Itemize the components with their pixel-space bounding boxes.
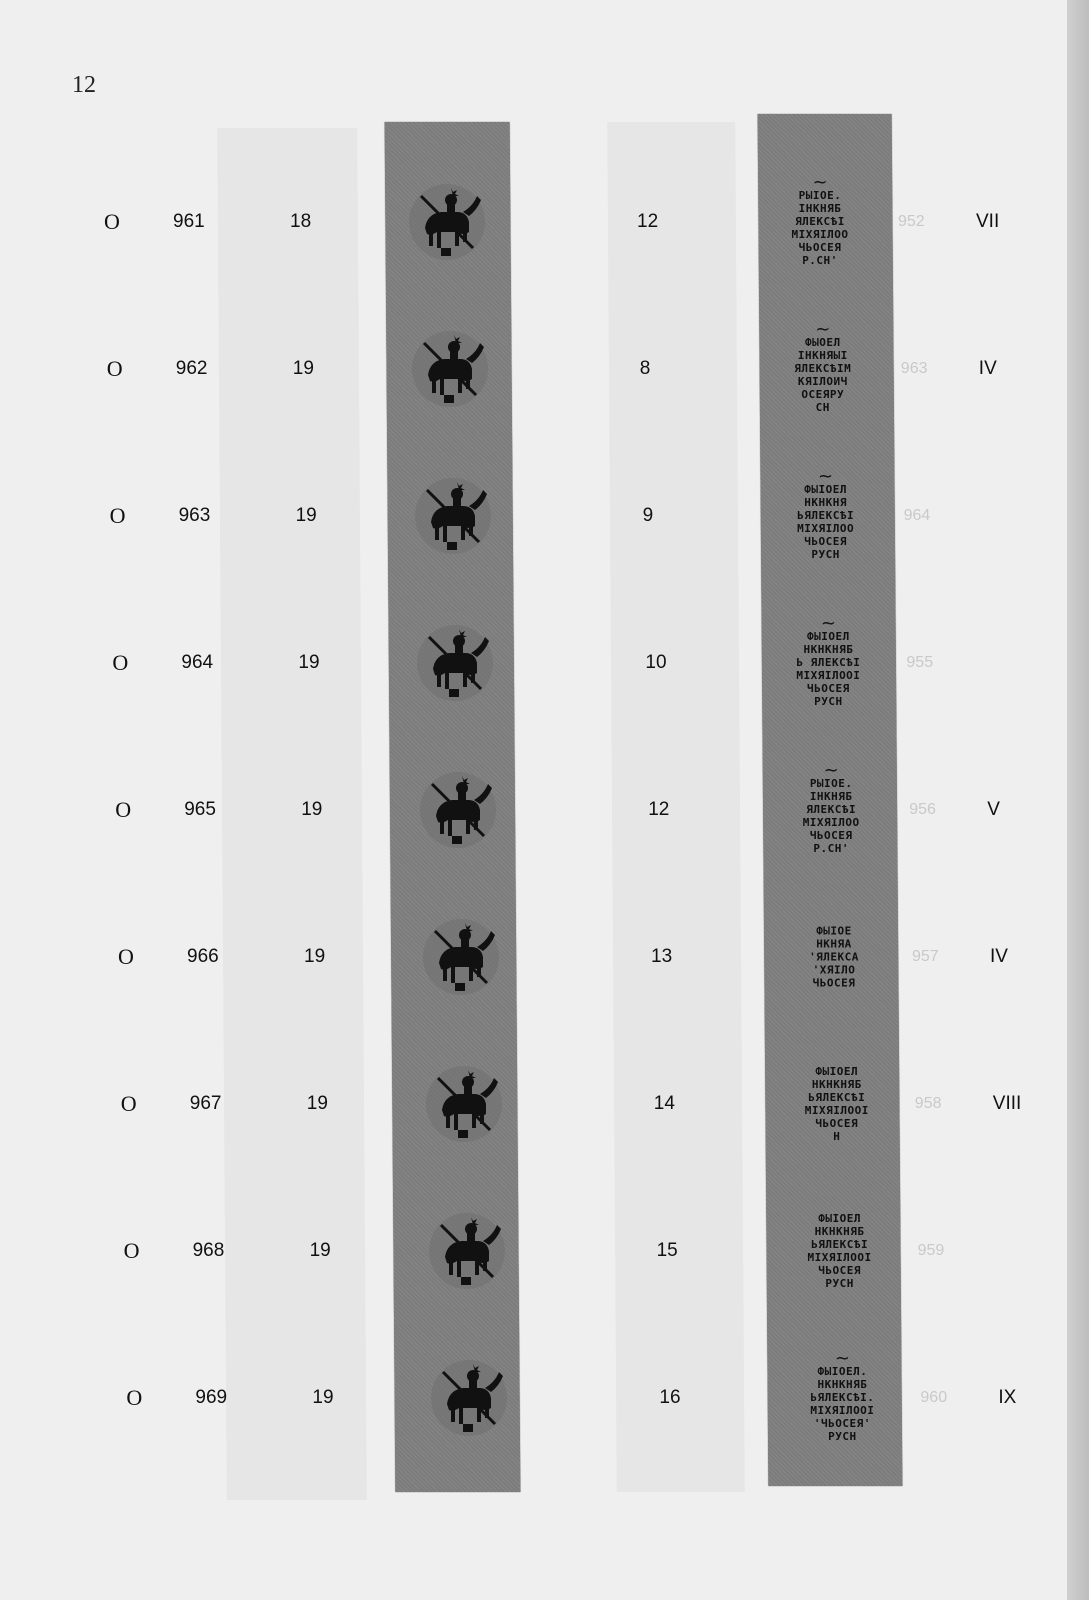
titlo-mark: ~ xyxy=(815,319,831,340)
legend-line: ЬЯЛЕКСѢІ xyxy=(808,1091,866,1104)
legend-lines xyxy=(787,1065,887,1143)
legend-line: 'ЯЛЕКСА xyxy=(809,950,859,964)
catalog-number: 966 xyxy=(187,946,219,967)
roman-numeral: VII xyxy=(976,211,1000,232)
ghost-number: 956 xyxy=(909,801,936,818)
legend-line: Р.СН' xyxy=(813,842,849,855)
right-value: 8 xyxy=(639,358,651,379)
row-prefix: О xyxy=(123,1238,140,1263)
legend-line: ЧЬОСЕЯ xyxy=(809,829,853,842)
right-value: 9 xyxy=(642,505,654,526)
right-value: 12 xyxy=(648,799,670,820)
titlo-mark: ~ xyxy=(820,613,836,634)
catalog-number: 962 xyxy=(175,358,208,379)
legend-line: ФЫІОЕЛ xyxy=(804,483,847,496)
horseman-seal-icon xyxy=(427,1211,507,1291)
legend-line: ІНКНЯБ xyxy=(798,202,842,215)
catalog-number: 968 xyxy=(192,1240,225,1261)
left-value: 19 xyxy=(292,358,314,379)
legend-line: ФЫІОЕЛ xyxy=(818,1212,861,1225)
ghost-number: 957 xyxy=(912,948,939,965)
row-prefix: О xyxy=(104,209,120,234)
horseman-seal-icon xyxy=(415,623,495,703)
legend-line: ФЫІОЕЛ xyxy=(807,630,850,643)
horseman-seal-icon xyxy=(429,1358,509,1438)
seal-legend xyxy=(776,466,876,561)
right-value: 10 xyxy=(645,652,667,673)
row-prefix: О xyxy=(115,797,132,822)
legend-line: ЧЬОСЕЯ xyxy=(815,1117,859,1130)
legend-line: ФЫОЕЛ xyxy=(804,336,841,349)
legend-line: МІХЯІЛОО xyxy=(791,228,849,241)
legend-line: РЫІОЕ. xyxy=(798,189,842,202)
catalog-row xyxy=(0,1338,1089,1458)
legend-lines xyxy=(784,925,884,990)
legend-line: МІХЯІЛООІ xyxy=(807,1251,872,1264)
legend-line: Р.СН' xyxy=(802,254,838,267)
legend-line: ЬЯЛЕКСѢІ xyxy=(811,1238,869,1251)
horseman-seal-icon xyxy=(410,329,490,409)
catalog-number: 963 xyxy=(178,505,211,526)
catalog-row xyxy=(0,162,1089,282)
horseman-seal-icon xyxy=(407,182,487,262)
left-value: 19 xyxy=(295,505,317,526)
catalog-row xyxy=(0,1191,1089,1311)
row-prefix: О xyxy=(112,650,129,675)
left-value: 18 xyxy=(290,211,312,232)
legend-line: СН xyxy=(815,401,830,414)
catalog-number: 961 xyxy=(173,211,205,232)
ghost-number: 964 xyxy=(903,507,931,524)
legend-line: ЧЬОСЕЯ xyxy=(804,535,847,548)
titlo-mark: ~ xyxy=(818,466,834,487)
catalog-row xyxy=(0,603,1089,723)
roman-numeral: VIII xyxy=(992,1093,1022,1114)
row-prefix: О xyxy=(118,944,134,969)
legend-line: ЧЬОСЕЯ xyxy=(812,976,856,990)
catalog-number: 967 xyxy=(189,1093,222,1114)
legend-line: МІХЯІЛОО xyxy=(802,816,860,829)
legend-lines xyxy=(792,1365,892,1443)
legend-line: НКНКНЯБ xyxy=(814,1225,865,1238)
left-value: 19 xyxy=(306,1093,328,1114)
legend-line: МІХЯІЛООІ xyxy=(804,1104,869,1117)
legend-lines xyxy=(781,777,881,855)
titlo-mark: ~ xyxy=(823,760,839,781)
catalog-number: 965 xyxy=(184,799,216,820)
legend-line: НКНКНЯБ xyxy=(817,1378,868,1391)
catalog-row xyxy=(0,1044,1089,1164)
legend-line: ФЫІОЕЛ. xyxy=(817,1365,868,1378)
horseman-seal-icon xyxy=(421,917,501,997)
legend-line: НКНКНЯБ xyxy=(811,1078,862,1091)
row-prefix: О xyxy=(109,503,126,528)
roman-numeral: IV xyxy=(990,946,1008,967)
ghost-number: 952 xyxy=(898,213,925,230)
titlo-mark: ~ xyxy=(812,172,828,193)
row-prefix: О xyxy=(106,356,123,381)
catalog-row xyxy=(0,456,1089,576)
right-value: 13 xyxy=(651,946,673,967)
legend-lines xyxy=(773,336,873,414)
horseman-seal-icon xyxy=(418,770,498,850)
legend-line: ІНКНЯЫІ xyxy=(797,349,848,362)
legend-line: ЧЬОСЕЯ xyxy=(798,241,842,254)
left-value: 19 xyxy=(298,652,320,673)
horseman-seal-icon xyxy=(424,1064,504,1144)
legend-line: РУСН xyxy=(828,1430,857,1443)
catalog-row xyxy=(0,309,1089,429)
legend-line: 'ХЯІЛО xyxy=(812,963,856,977)
ghost-number: 963 xyxy=(900,360,928,377)
roman-numeral: IV xyxy=(978,358,997,379)
right-value: 14 xyxy=(653,1093,675,1114)
seal-legend xyxy=(784,925,884,990)
ghost-number: 955 xyxy=(906,654,934,671)
legend-line: НКНКНЯБ xyxy=(803,643,854,656)
legend-line: ФЫІОЕ xyxy=(816,924,852,938)
legend-line: РЫІОЕ. xyxy=(809,777,853,790)
roman-numeral: V xyxy=(987,799,1000,820)
legend-line: ОСЕЯРУ xyxy=(801,388,845,401)
legend-line: ЬЯЛЕКСѢІ. xyxy=(810,1391,875,1404)
horseman-seal-icon xyxy=(413,476,493,556)
legend-line: НКНЯА xyxy=(816,937,852,951)
ghost-number: 959 xyxy=(917,1242,945,1259)
seal-legend xyxy=(773,319,873,414)
legend-line: МІХЯІЛООІ xyxy=(796,669,861,682)
legend-line: ЬЯЛЕКСѢІ xyxy=(797,509,855,522)
right-value: 15 xyxy=(656,1240,678,1261)
legend-line: ЧЬОСЕЯ xyxy=(807,682,850,695)
titlo-mark: ~ xyxy=(834,1348,850,1369)
legend-line: РУСН xyxy=(814,695,843,708)
seal-legend xyxy=(790,1212,890,1290)
catalog-number: 969 xyxy=(195,1387,228,1408)
left-value: 19 xyxy=(301,799,323,820)
legend-lines xyxy=(776,483,876,561)
ghost-number: 958 xyxy=(914,1095,942,1112)
left-value: 19 xyxy=(304,946,326,967)
legend-line: ФЫІОЕЛ xyxy=(815,1065,859,1078)
catalog-number: 964 xyxy=(181,652,214,673)
legend-line: ЧЬОСЕЯ xyxy=(818,1264,861,1277)
seal-legend xyxy=(787,1065,887,1143)
seal-legend xyxy=(770,172,870,267)
catalog-row xyxy=(0,897,1089,1017)
legend-line: КЯІЛОИЧ xyxy=(797,375,848,388)
catalog-row xyxy=(0,750,1089,870)
ghost-number: 960 xyxy=(920,1389,948,1406)
legend-line: РУСН xyxy=(811,548,840,561)
legend-line: ЯЛЕКСѢІМ xyxy=(794,362,852,375)
left-value: 19 xyxy=(309,1240,331,1261)
page-number: 12 xyxy=(72,72,96,98)
legend-lines xyxy=(790,1212,890,1290)
right-value: 12 xyxy=(637,211,659,232)
right-value: 16 xyxy=(659,1387,681,1408)
legend-line: РУСН xyxy=(825,1277,854,1290)
roman-numeral: IX xyxy=(998,1387,1017,1408)
legend-line: 'ЧЬОСЕЯ' xyxy=(813,1417,871,1430)
row-prefix: О xyxy=(120,1091,137,1116)
legend-line: ЯЛЕКСѢІ xyxy=(795,215,845,228)
legend-line: МІХЯІЛОО xyxy=(797,522,855,535)
legend-line: Ь ЯЛЕКСѢІ xyxy=(796,656,861,669)
legend-line: Н xyxy=(833,1130,841,1143)
legend-line: ІНКНЯБ xyxy=(809,790,853,803)
legend-line: ЯЛЕКСѢІ xyxy=(806,803,857,816)
seal-legend xyxy=(781,760,881,855)
legend-line: МІХЯІЛООІ xyxy=(810,1404,875,1417)
seal-legend xyxy=(792,1348,892,1443)
seal-legend xyxy=(778,613,878,708)
legend-lines xyxy=(770,189,870,267)
left-value: 19 xyxy=(312,1387,334,1408)
legend-lines xyxy=(778,630,878,708)
legend-line: НКНКНЯ xyxy=(804,496,847,509)
row-prefix: О xyxy=(126,1385,143,1410)
